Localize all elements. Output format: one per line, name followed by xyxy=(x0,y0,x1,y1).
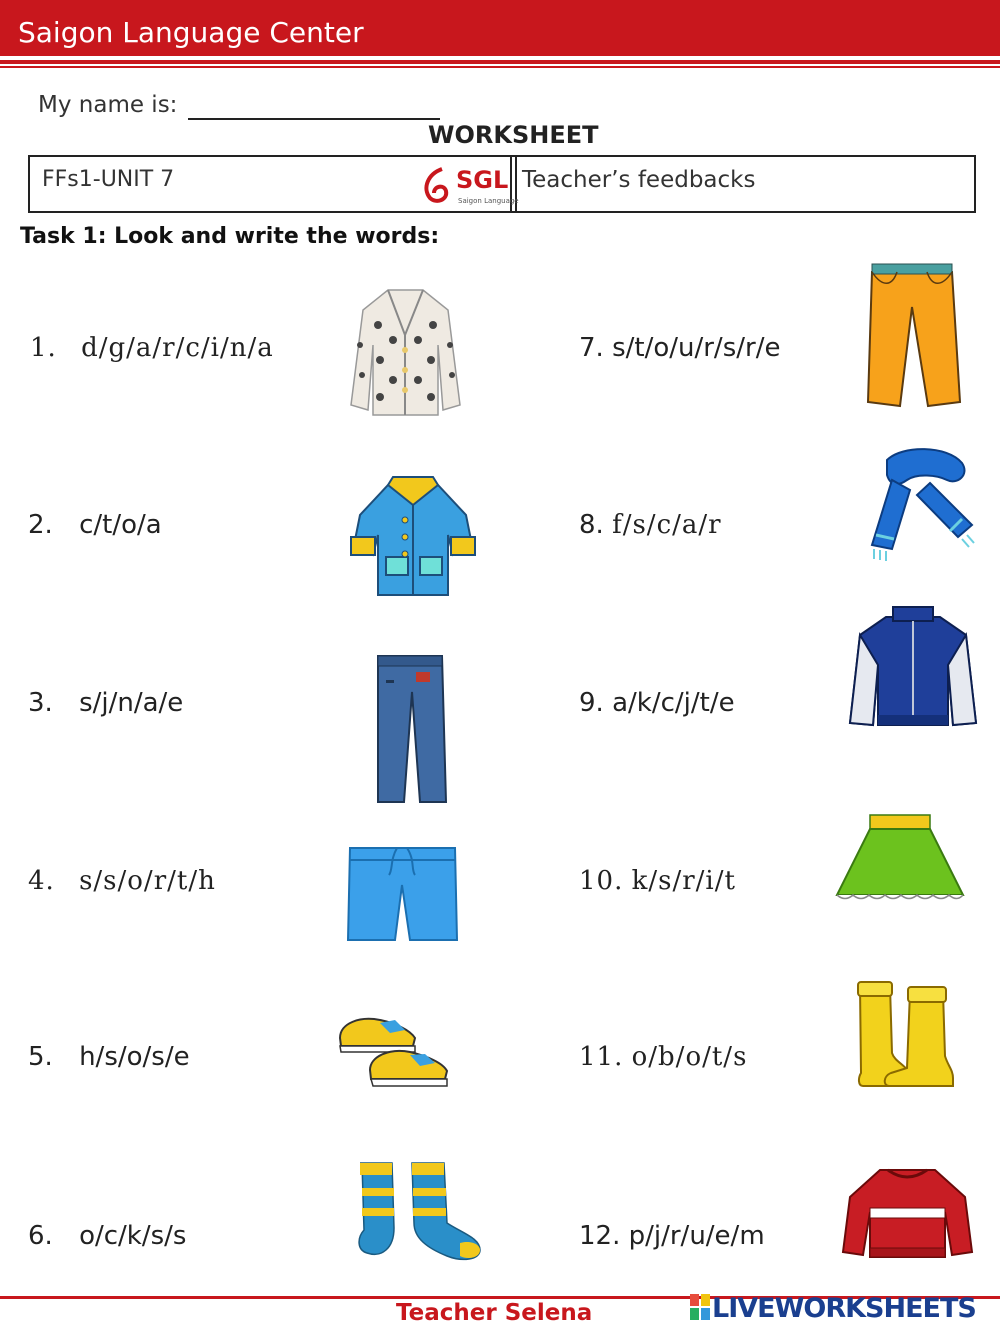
list-item xyxy=(28,688,183,718)
cardigan-icon xyxy=(348,285,463,420)
item-number: 6. xyxy=(28,1221,53,1251)
scrambled-word: k/s/r/i/t xyxy=(631,866,736,896)
jeans-icon xyxy=(372,652,452,807)
scarf-icon xyxy=(862,445,982,565)
item-number: 8. xyxy=(579,510,604,540)
item-number: 11. xyxy=(579,1042,624,1072)
scrambled-word: d/g/a/r/c/i/n/a xyxy=(81,333,274,363)
item-number: 5. xyxy=(28,1042,53,1072)
item-number: 10. xyxy=(579,866,624,896)
unit-label: FFs1-UNIT 7 xyxy=(42,167,175,192)
trousers-icon xyxy=(862,262,962,412)
item-number: 7. xyxy=(579,333,604,363)
scrambled-word: o/b/o/t/s xyxy=(631,1042,748,1072)
name-label: My name is: xyxy=(38,92,178,118)
sgl-logo xyxy=(420,166,519,210)
scrambled-word: s/j/n/a/e xyxy=(79,688,184,718)
list-item xyxy=(28,510,162,540)
scrambled-word: o/c/k/s/s xyxy=(79,1221,187,1251)
brand-title: Saigon Language Center xyxy=(18,16,364,49)
logo-text: SGL xyxy=(456,166,509,194)
teacher-feedback-label: Teacher’s feedbacks xyxy=(522,167,756,193)
skirt-icon xyxy=(835,810,965,910)
list-item xyxy=(579,333,780,363)
header-divider xyxy=(0,60,1000,64)
scrambled-word: a/k/c/j/t/e xyxy=(612,688,735,718)
list-item xyxy=(579,1042,747,1072)
item-number: 9. xyxy=(579,688,604,718)
scrambled-word: s/s/o/r/t/h xyxy=(79,866,216,896)
sgl-swirl-icon xyxy=(420,166,456,206)
jumper-icon xyxy=(840,1162,975,1262)
list-item xyxy=(579,866,736,896)
liveworksheets-text: LIVEWORKSHEETS xyxy=(712,1293,976,1324)
list-item xyxy=(30,333,274,363)
scrambled-word: c/t/o/a xyxy=(79,510,162,540)
item-number: 1. xyxy=(30,333,57,363)
list-item xyxy=(28,866,216,896)
logo-subtext: Saigon Language xyxy=(458,197,519,205)
list-item xyxy=(579,688,735,718)
worksheet-title: WORKSHEET xyxy=(428,121,599,149)
shorts-icon xyxy=(345,840,460,945)
task1-heading: Task 1: Look and write the words: xyxy=(20,224,440,249)
socks-icon xyxy=(352,1158,487,1263)
list-item xyxy=(579,1221,765,1251)
scrambled-word: f/s/c/a/r xyxy=(612,510,722,540)
header-bar xyxy=(0,0,1000,56)
item-number: 4. xyxy=(28,866,55,896)
item-number: 3. xyxy=(28,688,53,718)
list-item xyxy=(28,1042,190,1072)
scrambled-word: s/t/o/u/r/s/r/e xyxy=(612,333,781,363)
liveworksheets-mark-icon xyxy=(690,1294,710,1320)
shoes-icon xyxy=(335,1008,455,1093)
list-item xyxy=(579,510,722,540)
teacher-name: Teacher Selena xyxy=(396,1300,593,1326)
item-number: 2. xyxy=(28,510,53,540)
coat-icon xyxy=(348,475,478,600)
name-input-line[interactable] xyxy=(188,118,440,120)
liveworksheets-logo xyxy=(690,1293,976,1324)
scrambled-word: p/j/r/u/e/m xyxy=(628,1221,765,1251)
scrambled-word: h/s/o/s/e xyxy=(79,1042,190,1072)
item-number: 12. xyxy=(579,1221,621,1251)
boots-icon xyxy=(855,978,955,1093)
header-divider-thin xyxy=(0,66,1000,68)
list-item xyxy=(28,1221,186,1251)
jacket-icon xyxy=(848,605,978,730)
